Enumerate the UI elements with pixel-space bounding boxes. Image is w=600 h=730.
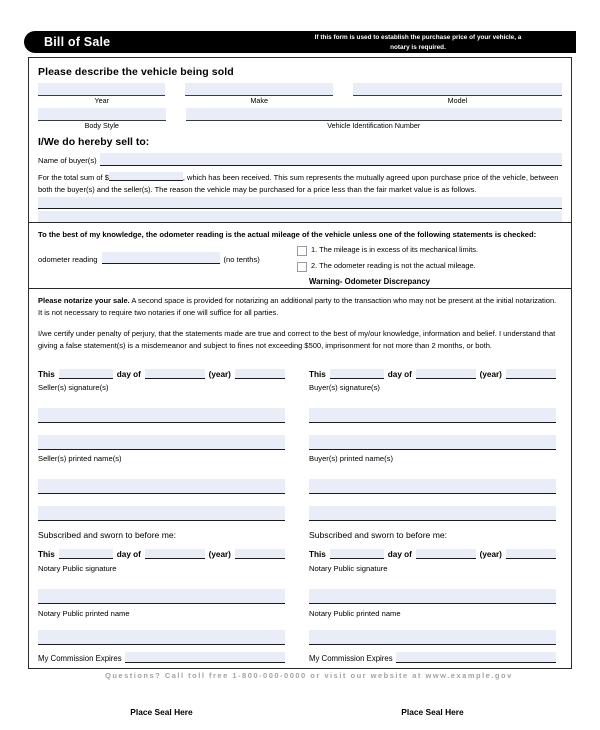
buyer-year-input[interactable] (506, 369, 556, 379)
buyer-notary-date-this: This (309, 550, 326, 560)
checkbox-not-actual-mileage[interactable] (297, 262, 307, 272)
seller-notary-year-label: (year) (208, 550, 231, 560)
buyer-signature-label: Buyer(s) signature(s) (309, 383, 380, 393)
checkbox-label-1: 1. The mileage is in excess of its mechanical limits. (311, 245, 479, 255)
buyer-notary-year-input[interactable] (506, 549, 556, 559)
notary-notice-bold: Please notarize your sale. (38, 296, 130, 306)
buyer-date-dayof: day of (387, 370, 412, 380)
vehicle-section-heading: Please describe the vehicle being sold (38, 66, 234, 78)
buyer-printed-name-label: Buyer(s) printed name(s) (309, 454, 393, 464)
seller-seal-label: Place Seal Here (130, 707, 193, 718)
seller-notary-date-dayof: day of (116, 550, 141, 560)
buyer-notary-signature-label: Notary Public signature (309, 564, 388, 574)
body-style-label: Body Style (84, 120, 119, 130)
buyer-notary-month-input[interactable] (416, 549, 476, 559)
odometer-reading-row (38, 252, 288, 264)
seller-notary-signature-label: Notary Public signature (38, 564, 117, 574)
buyer-signature-input[interactable] (309, 408, 556, 423)
seller-date-dayof: day of (116, 370, 141, 380)
seller-notary-month-input[interactable] (145, 549, 205, 559)
buyer-day-input[interactable] (330, 369, 384, 379)
buyer-column (309, 369, 556, 717)
seller-printed-name-label: Seller(s) printed name(s) (38, 454, 122, 464)
field-group-make (185, 83, 332, 105)
seller-notary-line-top[interactable] (38, 479, 285, 494)
seller-signature-input[interactable] (38, 408, 285, 423)
seller-notary-year-input[interactable] (235, 549, 285, 559)
seller-date-this: This (38, 370, 55, 380)
seller-printed-name-input[interactable] (38, 435, 285, 450)
seller-sworn-label: Subscribed and sworn to before me: (38, 530, 177, 541)
sum-prefix-text: For the total sum of $ (38, 172, 109, 182)
field-group-body-style (38, 108, 166, 130)
odometer-checkbox-row-1[interactable] (297, 245, 562, 256)
seller-commission-row (38, 652, 285, 663)
make-label: Make (250, 96, 268, 105)
odometer-statement: To the best of my knowledge, the odometer reading is the actual mileage of the vehicle unless one of the following statements is checked: (38, 230, 537, 240)
seller-notary-date-this: This (38, 550, 55, 560)
notary-notice-rest: A second space is provided for notarizing an additional party to the transaction who may not be present at the initial notarization. It is not necessary to require two notaries if one will suffice for all parties. (38, 296, 557, 318)
buyer-notary-line-top[interactable] (309, 479, 556, 494)
seller-commission-input[interactable] (125, 652, 285, 663)
buyer-notary-date-line (309, 549, 556, 559)
vin-input[interactable] (186, 108, 563, 121)
buyer-commission-label: My Commission Expires (309, 654, 393, 664)
checkbox-label-2: 2. The odometer reading is not the actual mileage. (311, 261, 476, 271)
seller-month-input[interactable] (145, 369, 205, 379)
buyer-name-row (38, 153, 562, 166)
footer-cut-off-text (105, 671, 513, 683)
odometer-checkbox-row-2[interactable] (297, 261, 562, 272)
year-input[interactable] (38, 83, 165, 96)
seller-column (38, 369, 285, 717)
buyer-notary-signature-input[interactable] (309, 589, 556, 604)
seller-notary-signature-input[interactable] (38, 589, 285, 604)
buyer-notary-line-second[interactable] (309, 506, 556, 521)
field-group-year (38, 83, 165, 105)
odometer-section (29, 223, 571, 288)
notary-notice-section (29, 289, 571, 356)
seller-notary-line-second[interactable] (38, 506, 285, 521)
sum-suffix-text: , which has been received. This sum represents the mutually agreed upon purchase price of the vehicle, between both the buyer(s) and the seller(s). The reason the vehicle may be purchased for a price less than the fair market value is as follows. (38, 172, 559, 194)
odometer-no-tenths-label: (no tenths) (223, 254, 260, 264)
seller-signature-label: Seller(s) signature(s) (38, 383, 109, 393)
seller-notary-printed-label: Notary Public printed name (38, 609, 130, 619)
seller-date-line (38, 369, 285, 379)
buyer-name-label: Name of buyer(s) (38, 155, 97, 165)
checkbox-mechanical-limits[interactable] (297, 246, 307, 256)
buyer-date-line (309, 369, 556, 379)
year-label: Year (94, 96, 109, 105)
odometer-reading-label: odometer reading (38, 254, 98, 264)
vehicle-description-section (29, 66, 571, 222)
buyer-name-input[interactable] (100, 153, 562, 166)
model-label: Model (447, 96, 468, 105)
model-input[interactable] (353, 83, 562, 96)
certification-paragraph: I/we certify under penalty of perjury, that the statements made are true and correct to the best of my/our knowledge, information and belief. I understand that giving a false statement(s) is a misdemeanor and subject to fines not exceeding $500, imprisonment for not more than 2 months, or both. (38, 329, 556, 351)
buyer-commission-input[interactable] (396, 652, 556, 663)
total-sum-input[interactable] (109, 172, 183, 181)
seller-date-year-label: (year) (208, 370, 231, 380)
buyer-notary-date-dayof: day of (387, 550, 412, 560)
reason-input-line-1[interactable] (38, 197, 562, 209)
reason-input-line-2[interactable] (38, 211, 562, 222)
field-group-vin (186, 108, 563, 130)
buyer-notary-printed-label: Notary Public printed name (309, 609, 401, 619)
seller-notary-printed-input[interactable] (38, 630, 285, 645)
purchase-sum-paragraph (38, 172, 562, 196)
signature-columns (29, 369, 571, 717)
header-notary-note: If this form is used to establish the purchase price of your vehicle, a notary is required. (314, 34, 522, 51)
sell-to-heading: I/We do hereby sell to: (38, 135, 150, 148)
page-title: Bill of Sale (44, 35, 111, 49)
seller-notary-day-input[interactable] (59, 549, 113, 559)
vehicle-row-secondary (38, 108, 562, 130)
seller-notary-date-line (38, 549, 285, 559)
seller-day-input[interactable] (59, 369, 113, 379)
field-group-model (353, 83, 562, 105)
notary-notice-paragraph (38, 295, 562, 319)
body-style-input[interactable] (38, 108, 166, 121)
footer-text: Questions? Call toll free 1-800-000-0000 or visit our website at www.example.gov (105, 671, 513, 680)
buyer-date-this: This (309, 370, 326, 380)
buyer-seal-label: Place Seal Here (401, 707, 464, 718)
seller-commission-label: My Commission Expires (38, 654, 122, 664)
buyer-notary-day-input[interactable] (330, 549, 384, 559)
odometer-discrepancy-warning: Warning- Odometer Discrepancy (309, 277, 431, 287)
buyer-sworn-label: Subscribed and sworn to before me: (309, 530, 448, 541)
vehicle-row-primary (38, 83, 562, 105)
odometer-reading-input[interactable] (102, 252, 220, 264)
buyer-notary-year-label: (year) (479, 550, 502, 560)
document-header-bar (24, 31, 576, 53)
buyer-printed-name-input[interactable] (309, 435, 556, 450)
buyer-commission-row (309, 652, 556, 663)
odometer-checkbox-group (297, 245, 562, 286)
buyer-date-year-label: (year) (479, 370, 502, 380)
seller-year-input[interactable] (235, 369, 285, 379)
buyer-notary-printed-input[interactable] (309, 630, 556, 645)
vin-label: Vehicle Identification Number (327, 120, 421, 130)
buyer-month-input[interactable] (416, 369, 476, 379)
make-input[interactable] (185, 83, 332, 96)
